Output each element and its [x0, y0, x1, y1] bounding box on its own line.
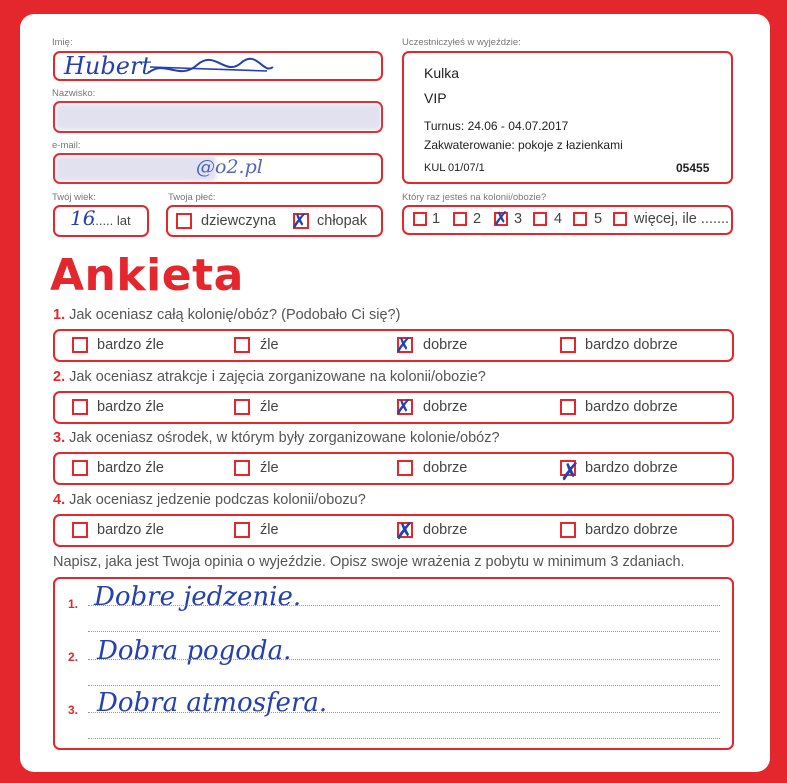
times-option-2: 2 — [473, 211, 482, 227]
trip-name: Kulka — [424, 65, 460, 81]
question-4: 4. Jak oceniasz jedzenie podczas kolonii/obozu? — [53, 492, 366, 508]
trip-number: 05455 — [676, 161, 710, 175]
q2-option-bad: źle — [260, 399, 279, 415]
opinion-prompt: Napisz, jaka jest Twoja opinia o wyjeździe. Opisz swoje wrażenia z pobytu w minimum 3 zdaniach. — [53, 554, 685, 570]
q3-checkbox-very-bad[interactable] — [72, 460, 88, 476]
gender-label: Twoja płeć: — [168, 192, 216, 203]
writing-line — [88, 659, 720, 660]
q4-checkbox-very-bad[interactable] — [72, 522, 88, 538]
gender-option-girl: dziewczyna — [201, 213, 276, 229]
times-checkbox-5[interactable] — [573, 212, 587, 226]
q2-checkbox-very-good[interactable] — [560, 399, 576, 415]
q3-option-good: dobrze — [423, 460, 468, 476]
writing-line — [88, 631, 720, 632]
trip-code: KUL 01/07/1 — [424, 162, 485, 174]
q3-checkbox-good[interactable] — [397, 460, 413, 476]
times-option-more: więcej, ile ....... — [634, 211, 730, 227]
q2-checkbox-bad[interactable] — [234, 399, 250, 415]
trip-type: VIP — [424, 90, 447, 106]
q1-option-bad: źle — [260, 337, 279, 353]
q2-option-very-bad: bardzo źle — [97, 399, 164, 415]
name-value: Hubert — [64, 52, 152, 80]
q2-option-good: dobrze — [423, 399, 468, 415]
checkmark-x-icon: ✗ — [493, 208, 509, 230]
checkmark-x-icon: ✗ — [395, 395, 412, 419]
checkmark-x-icon: ✗ — [560, 458, 581, 486]
q1-option-very-good: bardzo dobrze — [585, 337, 678, 353]
times-option-3: 3 — [514, 211, 523, 227]
crossed-out-scribble — [145, 55, 275, 81]
opinion-line-number-1: 1. — [68, 597, 79, 611]
times-checkbox-4[interactable] — [533, 212, 547, 226]
redacted-email — [56, 156, 216, 181]
q3-option-very-good: bardzo dobrze — [585, 460, 678, 476]
q1-checkbox-bad[interactable] — [234, 337, 250, 353]
writing-line — [88, 605, 720, 606]
q3-checkbox-bad[interactable] — [234, 460, 250, 476]
checkmark-x-icon: ✗ — [395, 333, 412, 357]
q2-option-very-good: bardzo dobrze — [585, 399, 678, 415]
times-checkbox-2[interactable] — [453, 212, 467, 226]
opinion-line-number-2: 2. — [68, 650, 79, 664]
q1-checkbox-very-bad[interactable] — [72, 337, 88, 353]
opinion-line-1: Dobre jedzenie. — [94, 582, 302, 612]
times-checkbox-1[interactable] — [413, 212, 427, 226]
times-option-4: 4 — [554, 211, 563, 227]
q4-checkbox-bad[interactable] — [234, 522, 250, 538]
age-value: 16 — [70, 206, 96, 230]
redacted-surname — [56, 104, 381, 130]
question-1: 1. Jak oceniasz całą kolonię/obóz? (Podobało Ci się?) — [53, 307, 401, 323]
name-label: Imię: — [52, 37, 73, 48]
trip-accommodation: Zakwaterowanie: pokoje z łazienkami — [424, 138, 623, 152]
q1-checkbox-very-good[interactable] — [560, 337, 576, 353]
email-label: e-mail: — [52, 140, 81, 151]
q4-option-very-good: bardzo dobrze — [585, 522, 678, 538]
opinion-line-number-3: 3. — [68, 703, 79, 717]
trip-label: Uczestniczyłeś w wyjeździe: — [402, 37, 521, 48]
times-label: Który raz jesteś na kolonii/obozie? — [402, 192, 547, 203]
gender-checkbox-girl[interactable] — [176, 213, 192, 229]
times-option-5: 5 — [594, 211, 603, 227]
q4-option-good: dobrze — [423, 522, 468, 538]
email-value: @o2.pl — [196, 156, 263, 178]
q4-option-bad: źle — [260, 522, 279, 538]
question-3: 3. Jak oceniasz ośrodek, w którym były zorganizowane kolonie/obóz? — [53, 430, 500, 446]
times-option-1: 1 — [432, 211, 441, 227]
gender-option-boy: chłopak — [317, 213, 367, 229]
age-label: Twój wiek: — [52, 192, 96, 203]
opinion-line-3: Dobra atmosfera. — [97, 688, 328, 718]
question-2: 2. Jak oceniasz atrakcje i zajęcia zorganizowane na kolonii/obozie? — [53, 369, 486, 385]
trip-turnus: Turnus: 24.06 - 04.07.2017 — [424, 119, 569, 133]
q3-option-bad: źle — [260, 460, 279, 476]
page-title: Ankieta — [50, 250, 244, 301]
times-checkbox-more[interactable] — [613, 212, 627, 226]
writing-line — [88, 738, 720, 739]
q4-option-very-bad: bardzo źle — [97, 522, 164, 538]
q1-option-very-bad: bardzo źle — [97, 337, 164, 353]
q2-checkbox-very-bad[interactable] — [72, 399, 88, 415]
writing-line — [88, 685, 720, 686]
age-unit: ....... lat — [88, 213, 131, 228]
q1-option-good: dobrze — [423, 337, 468, 353]
checkmark-x-icon: ✗ — [395, 519, 415, 545]
q3-option-very-bad: bardzo źle — [97, 460, 164, 476]
surname-label: Nazwisko: — [52, 88, 96, 99]
q4-checkbox-very-good[interactable] — [560, 522, 576, 538]
opinion-line-2: Dobra pogoda. — [97, 636, 292, 666]
checkmark-x-icon: ✗ — [291, 209, 308, 233]
writing-line — [88, 712, 720, 713]
